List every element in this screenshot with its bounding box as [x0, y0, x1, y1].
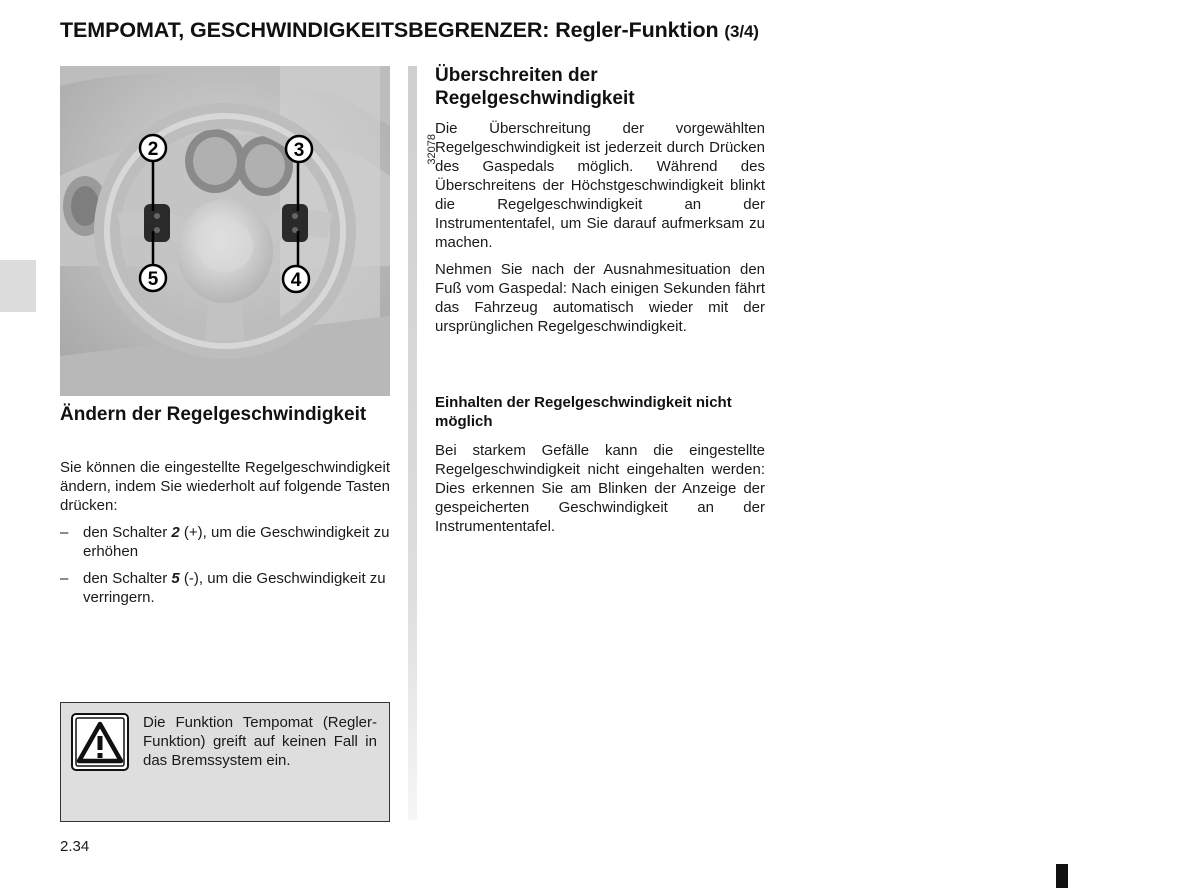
- callout-4: [283, 266, 309, 292]
- svg-text:4: 4: [290, 270, 302, 291]
- adjust-speed-list: [60, 523, 390, 615]
- right-subheading: Einhalten der Regelgeschwindigkeit nicht möglich: [435, 394, 732, 430]
- svg-text:3: 3: [293, 140, 305, 161]
- title-part: (3/4): [724, 22, 759, 41]
- steering-wheel-figure: [60, 66, 438, 396]
- right-body: [435, 119, 765, 344]
- right-heading: Überschreiten der Regelgeschwindigkeit: [435, 65, 635, 109]
- callout-2: [140, 135, 166, 161]
- figure-reference-number: 32078: [426, 134, 438, 165]
- steering-wheel-illustration: [60, 66, 390, 396]
- left-intro-text: Sie können die eingestellte Regelgeschwindigkeit ändern, indem Sie wiederholt auf folgende Tasten drücken:: [60, 459, 390, 514]
- left-intro: [60, 458, 390, 523]
- list-item: – den Schalter 2 (+), um die Geschwindigkeit zu erhöhen: [60, 524, 390, 560]
- callout-5: [140, 265, 166, 291]
- paragraph: Die Überschreitung der vorgewählten Regelgeschwindigkeit ist jederzeit durch Drücken des Gaspedals möglich. Während des Überschreitens der Höchstgeschwindigkeit blinkt die Regelgeschwindigkeit an der Instrumententafel, um Sie darauf aufmerksam zu machen.: [435, 120, 765, 251]
- paragraph: Bei starkem Gefälle kann die eingestellte Regelgeschwindigkeit nicht eingehalten werden: Dies erkennen Sie am Blinken der Anzeige der gespeicherten Geschwindigkeit an der Instrumententafel.: [435, 442, 765, 535]
- warning-triangle-icon: [71, 713, 129, 771]
- section-tab: [0, 260, 36, 312]
- page-title: [60, 18, 759, 43]
- page-edge-marker: [1056, 864, 1068, 888]
- warning-box: [60, 702, 390, 822]
- column-divider: [408, 66, 417, 820]
- page-number: 2.34: [60, 838, 90, 855]
- svg-text:5: 5: [147, 269, 159, 290]
- list-item: – den Schalter 5 (-), um die Geschwindigkeit zu verringern.: [60, 570, 386, 606]
- warning-text: Die Funktion Tempomat (Regler-Funktion) greift auf keinen Fall in das Bremssystem ein.: [143, 714, 377, 769]
- title-main: TEMPOMAT, GESCHWINDIGKEITSBEGRENZER: Regler-Funktion: [60, 18, 719, 42]
- right-body-2: [435, 441, 765, 544]
- paragraph: Nehmen Sie nach der Ausnahmesituation den Fuß vom Gaspedal: Nach einigen Sekunden fährt das Fahrzeug automatisch wieder mit der ursprünglichen Regelgeschwindigkeit.: [435, 261, 765, 335]
- left-heading: Ändern der Regelgeschwindigkeit: [60, 404, 367, 425]
- svg-text:2: 2: [147, 139, 159, 160]
- callout-3: [286, 136, 312, 162]
